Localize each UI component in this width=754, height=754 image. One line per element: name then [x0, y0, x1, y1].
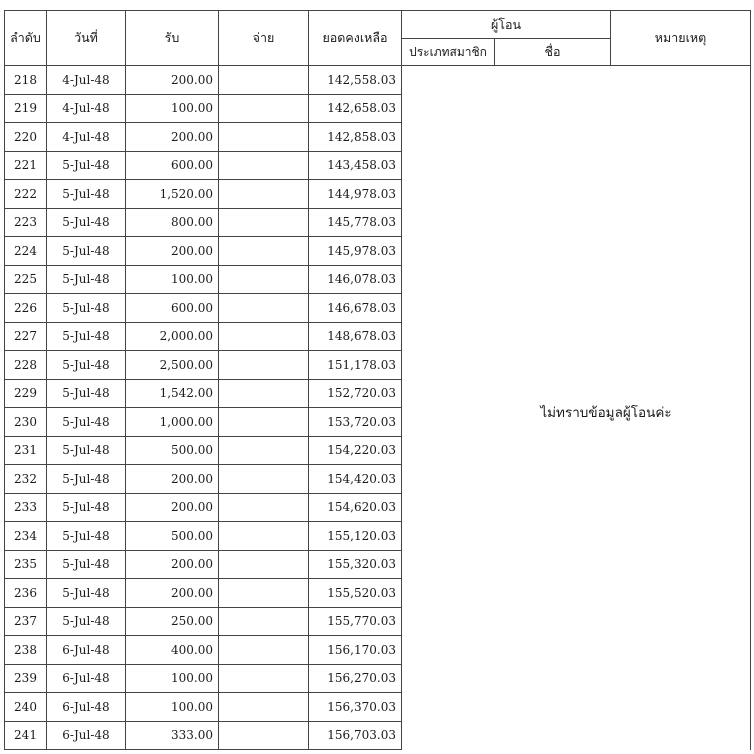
cell-no: 233: [5, 493, 47, 522]
cell-receive: 200.00: [126, 66, 219, 95]
cell-receive: 400.00: [126, 636, 219, 665]
cell-no: 225: [5, 265, 47, 294]
cell-no: 239: [5, 664, 47, 693]
cell-no: 222: [5, 180, 47, 209]
merged-note-cell: [402, 66, 751, 750]
cell-pay: [219, 123, 309, 152]
cell-balance: 155,770.03: [309, 607, 402, 636]
cell-balance: 154,220.03: [309, 436, 402, 465]
cell-receive: 600.00: [126, 151, 219, 180]
cell-balance: 154,420.03: [309, 465, 402, 494]
cell-no: 235: [5, 550, 47, 579]
header-pay: จ่าย: [219, 11, 309, 66]
ledger-table: [4, 10, 751, 750]
cell-receive: 200.00: [126, 123, 219, 152]
cell-date: 5-Jul-48: [47, 607, 126, 636]
cell-receive: 1,000.00: [126, 408, 219, 437]
cell-balance: 146,078.03: [309, 265, 402, 294]
cell-balance: 145,978.03: [309, 237, 402, 266]
cell-no: 234: [5, 522, 47, 551]
cell-pay: [219, 721, 309, 750]
cell-balance: 142,658.03: [309, 94, 402, 123]
header-remark: หมายเหตุ: [611, 11, 751, 66]
cell-balance: 153,720.03: [309, 408, 402, 437]
cell-pay: [219, 522, 309, 551]
cell-no: 219: [5, 94, 47, 123]
cell-no: 231: [5, 436, 47, 465]
cell-date: 5-Jul-48: [47, 579, 126, 608]
cell-date: 6-Jul-48: [47, 721, 126, 750]
cell-pay: [219, 550, 309, 579]
cell-no: 230: [5, 408, 47, 437]
cell-date: 6-Jul-48: [47, 636, 126, 665]
cell-no: 224: [5, 237, 47, 266]
cell-no: 229: [5, 379, 47, 408]
cell-date: 5-Jul-48: [47, 351, 126, 380]
cell-receive: 100.00: [126, 693, 219, 722]
cell-balance: 155,520.03: [309, 579, 402, 608]
cell-balance: 156,703.03: [309, 721, 402, 750]
cell-no: 226: [5, 294, 47, 323]
cell-date: 5-Jul-48: [47, 237, 126, 266]
cell-receive: 800.00: [126, 208, 219, 237]
cell-receive: 200.00: [126, 550, 219, 579]
header-receive: รับ: [126, 11, 219, 66]
cell-no: 223: [5, 208, 47, 237]
cell-pay: [219, 208, 309, 237]
cell-receive: 200.00: [126, 579, 219, 608]
cell-pay: [219, 66, 309, 95]
cell-pay: [219, 664, 309, 693]
cell-date: 5-Jul-48: [47, 180, 126, 209]
header-no: ลำดับ: [5, 11, 47, 66]
cell-balance: 152,720.03: [309, 379, 402, 408]
cell-balance: 143,458.03: [309, 151, 402, 180]
cell-pay: [219, 351, 309, 380]
cell-date: 5-Jul-48: [47, 379, 126, 408]
cell-receive: 1,542.00: [126, 379, 219, 408]
cell-balance: 151,178.03: [309, 351, 402, 380]
cell-date: 5-Jul-48: [47, 522, 126, 551]
cell-no: 227: [5, 322, 47, 351]
cell-date: 4-Jul-48: [47, 94, 126, 123]
cell-no: 218: [5, 66, 47, 95]
header-balance: ยอดคงเหลือ: [309, 11, 402, 66]
cell-pay: [219, 265, 309, 294]
cell-pay: [219, 636, 309, 665]
cell-no: 238: [5, 636, 47, 665]
cell-no: 220: [5, 123, 47, 152]
cell-balance: 144,978.03: [309, 180, 402, 209]
cell-pay: [219, 322, 309, 351]
cell-pay: [219, 408, 309, 437]
table-row: [5, 66, 751, 95]
cell-balance: 146,678.03: [309, 294, 402, 323]
cell-receive: 250.00: [126, 607, 219, 636]
header-transferor: ผู้โอน: [402, 11, 611, 39]
cell-balance: 148,678.03: [309, 322, 402, 351]
cell-balance: 155,320.03: [309, 550, 402, 579]
cell-no: 241: [5, 721, 47, 750]
cell-date: 5-Jul-48: [47, 322, 126, 351]
cell-pay: [219, 294, 309, 323]
cell-balance: 154,620.03: [309, 493, 402, 522]
cell-receive: 100.00: [126, 265, 219, 294]
cell-date: 5-Jul-48: [47, 493, 126, 522]
cell-balance: 156,270.03: [309, 664, 402, 693]
cell-no: 236: [5, 579, 47, 608]
cell-pay: [219, 493, 309, 522]
table-body: [5, 66, 751, 750]
cell-balance: 145,778.03: [309, 208, 402, 237]
cell-date: 5-Jul-48: [47, 408, 126, 437]
cell-receive: 500.00: [126, 436, 219, 465]
transferor-note: ไม่ทราบข้อมูลผู้โอนค่ะ: [540, 404, 672, 421]
cell-date: 5-Jul-48: [47, 436, 126, 465]
cell-pay: [219, 151, 309, 180]
cell-no: 237: [5, 607, 47, 636]
cell-pay: [219, 579, 309, 608]
cell-receive: 500.00: [126, 522, 219, 551]
table-header: [5, 11, 751, 66]
cell-balance: 142,558.03: [309, 66, 402, 95]
cell-receive: 333.00: [126, 721, 219, 750]
cell-date: 5-Jul-48: [47, 265, 126, 294]
cell-pay: [219, 379, 309, 408]
cell-date: 4-Jul-48: [47, 123, 126, 152]
cell-pay: [219, 180, 309, 209]
cell-no: 221: [5, 151, 47, 180]
cell-pay: [219, 237, 309, 266]
cell-receive: 2,000.00: [126, 322, 219, 351]
cell-balance: 156,370.03: [309, 693, 402, 722]
header-member-type: ประเภทสมาชิก: [402, 39, 495, 66]
cell-no: 228: [5, 351, 47, 380]
cell-receive: 1,520.00: [126, 180, 219, 209]
cell-balance: 142,858.03: [309, 123, 402, 152]
cell-balance: 156,170.03: [309, 636, 402, 665]
cell-receive: 200.00: [126, 465, 219, 494]
cell-pay: [219, 465, 309, 494]
cell-date: 5-Jul-48: [47, 151, 126, 180]
cell-no: 240: [5, 693, 47, 722]
header-name: ชื่อ: [495, 39, 611, 66]
cell-receive: 200.00: [126, 493, 219, 522]
header-date: วันที่: [47, 11, 126, 66]
cell-pay: [219, 693, 309, 722]
cell-pay: [219, 94, 309, 123]
cell-date: 5-Jul-48: [47, 550, 126, 579]
cell-balance: 155,120.03: [309, 522, 402, 551]
cell-date: 5-Jul-48: [47, 294, 126, 323]
cell-date: 4-Jul-48: [47, 66, 126, 95]
cell-date: 5-Jul-48: [47, 465, 126, 494]
cell-receive: 100.00: [126, 94, 219, 123]
cell-no: 232: [5, 465, 47, 494]
cell-receive: 600.00: [126, 294, 219, 323]
cell-receive: 100.00: [126, 664, 219, 693]
cell-receive: 200.00: [126, 237, 219, 266]
cell-date: 6-Jul-48: [47, 664, 126, 693]
cell-pay: [219, 607, 309, 636]
cell-date: 5-Jul-48: [47, 208, 126, 237]
cell-receive: 2,500.00: [126, 351, 219, 380]
cell-pay: [219, 436, 309, 465]
cell-date: 6-Jul-48: [47, 693, 126, 722]
